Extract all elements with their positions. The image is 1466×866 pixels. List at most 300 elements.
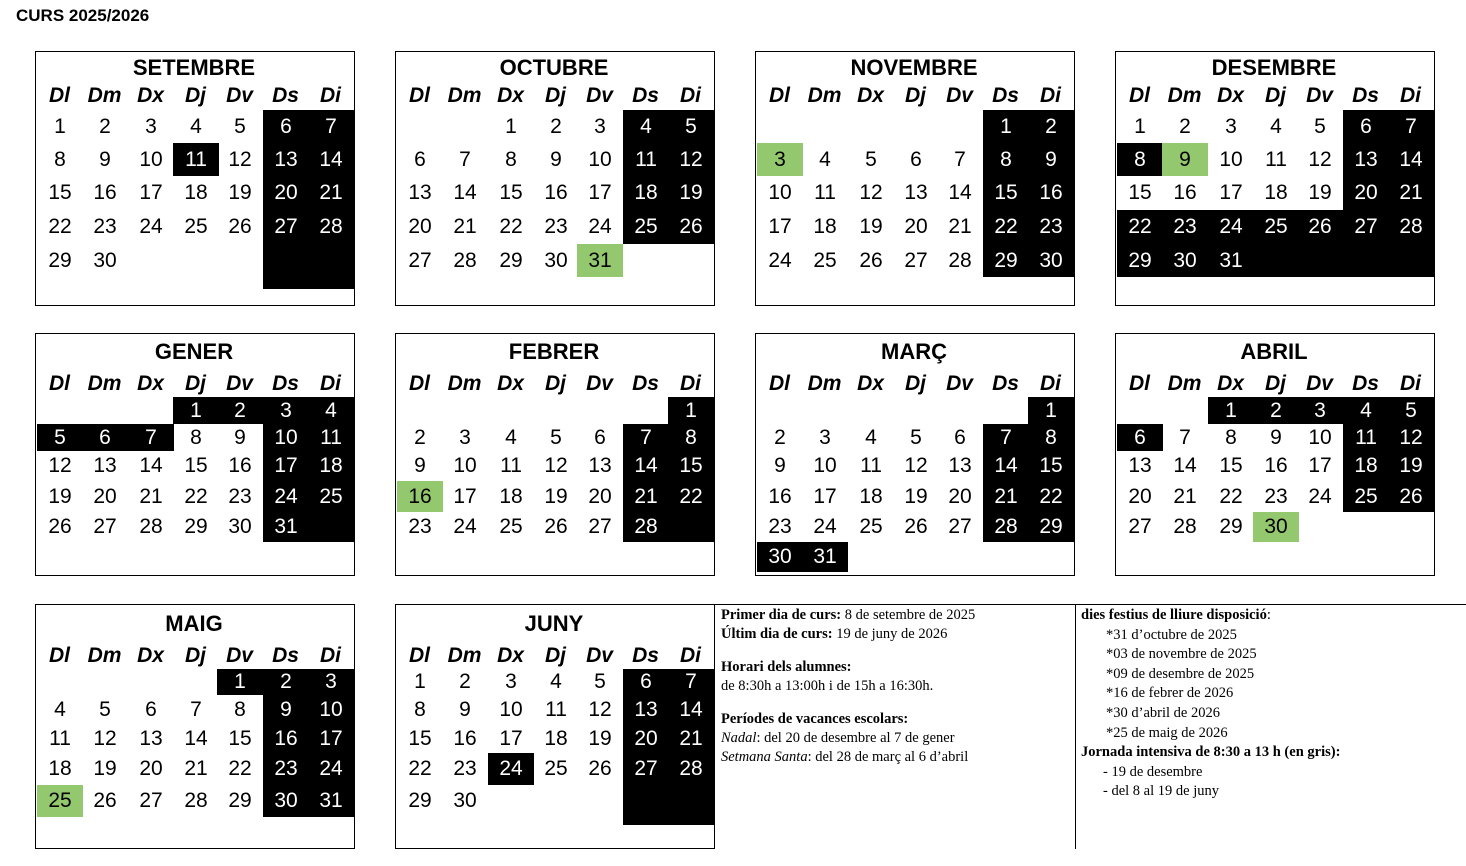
day-cell: 19 [1308,181,1332,204]
day-cell: 18 [184,181,208,204]
day-cell: 8 [1225,426,1237,449]
day-header: Ds [1352,372,1379,395]
day-cell: 25 [184,215,208,238]
day-header: Dl [409,644,430,667]
day-cell: 15 [499,181,523,204]
free-day-item: *30 d’abril de 2026 [1106,704,1220,721]
day-cell: 17 [813,485,837,508]
day-cell: 24 [768,249,792,272]
month-name: GENER [154,339,234,364]
day-cell: 5 [910,426,922,449]
christmas-value: : del 20 de desembre al 7 de gener [756,730,955,746]
day-cell: 18 [308,451,354,481]
day-cell: 21 [983,481,1029,512]
day-cell: 5 [99,698,111,721]
day-cell: 10 [1308,426,1332,449]
day-header: Dm [1167,372,1202,395]
day-cell: 7 [623,424,669,451]
day-cell: 21 [668,725,714,753]
day-cell: 27 [904,249,928,272]
day-cell: 7 [1388,110,1434,143]
day-cell: 14 [983,451,1029,481]
day-cell: 17 [139,181,163,204]
day-cell: 15 [228,727,252,750]
day-cell: 30 [453,789,477,812]
day-cell: 12 [1308,148,1332,171]
day-header: Dm [87,644,122,667]
day-cell: 19 [904,485,928,508]
day-cell: 9 [1162,143,1208,176]
day-cell: 2 [1253,397,1299,424]
day-cell: 25 [859,515,883,538]
day-cell: 19 [93,757,117,780]
day-cell: 4 [505,426,517,449]
day-header: Dl [409,372,430,395]
day-cell: 26 [48,515,72,538]
day-header: Ds [1352,84,1379,107]
day-cell: 27 [139,789,163,812]
day-cell: 29 [1117,244,1163,277]
day-cell: 7 [308,110,354,143]
day-cell: 24 [813,515,837,538]
day-cell: 6 [910,148,922,171]
weekend-blank [1253,244,1299,277]
day-cell: 13 [588,454,612,477]
day-cell: 5 [594,670,606,693]
day-header: Dx [137,644,164,667]
day-cell: 9 [550,148,562,171]
day-cell: 10 [139,148,163,171]
day-cell: 19 [1388,451,1434,481]
day-cell: 27 [263,210,309,244]
month-name: MARÇ [881,339,947,364]
day-cell: 18 [499,485,523,508]
day-cell: 11 [308,424,354,451]
day-header: Di [320,84,341,107]
day-cell: 27 [948,515,972,538]
day-cell: 22 [1028,481,1074,512]
day-cell: 17 [768,215,792,238]
day-cell: 12 [588,698,612,721]
day-cell: 8 [234,698,246,721]
day-cell: 27 [588,515,612,538]
day-cell: 28 [623,512,669,542]
day-cell: 14 [453,181,477,204]
month-name: DESEMBRE [1211,55,1337,80]
day-cell: 16 [544,181,568,204]
day-header: Di [680,644,701,667]
day-header: Dx [857,84,884,107]
day-cell: 17 [453,485,477,508]
day-cell: 9 [234,426,246,449]
day-cell: 22 [1219,485,1243,508]
weekend-blank [263,244,309,289]
day-cell: 5 [234,115,246,138]
weekend-blank [668,512,714,542]
day-cell: 25 [1343,481,1389,512]
day-cell: 11 [814,181,836,204]
day-header: Dm [447,84,482,107]
day-cell: 9 [1270,426,1282,449]
free-day-item: *25 de maig de 2026 [1106,724,1228,741]
day-cell: 23 [93,215,117,238]
day-header: Dm [87,372,122,395]
day-cell: 12 [48,454,72,477]
day-cell: 17 [1219,181,1243,204]
day-cell: 8 [1117,143,1163,176]
day-cell: 3 [459,426,471,449]
day-cell: 10 [263,424,309,451]
day-cell: 10 [499,698,523,721]
christmas-label: Nadal [721,730,757,746]
day-cell: 5 [1388,397,1434,424]
day-cell: 1 [668,397,714,424]
day-cell: 8 [1028,424,1074,451]
day-cell: 18 [1343,451,1389,481]
day-cell: 9 [1028,143,1074,176]
day-cell: 18 [1264,181,1288,204]
day-cell: 28 [1388,210,1434,244]
day-cell: 15 [668,451,714,481]
day-cell: 4 [550,670,562,693]
day-cell: 12 [544,454,568,477]
day-cell: 13 [904,181,928,204]
day-cell: 4 [1270,115,1282,138]
weekend-blank [623,785,669,825]
day-cell: 10 [813,454,837,477]
day-cell: 29 [983,244,1029,277]
day-cell: 22 [983,210,1029,244]
day-cell: 30 [93,249,117,272]
day-cell: 28 [453,249,477,272]
day-cell: 26 [1297,210,1343,244]
day-cell: 20 [263,176,309,210]
day-cell: 19 [48,485,72,508]
day-cell: 23 [768,515,792,538]
day-header: Dv [1306,84,1333,107]
day-cell: 27 [1343,210,1389,244]
day-cell: 8 [54,148,66,171]
day-cell: 5 [37,424,83,451]
day-header: Dx [1217,84,1244,107]
day-header: Dm [447,644,482,667]
day-header: Ds [632,644,659,667]
day-cell: 6 [145,698,157,721]
day-cell: 23 [1264,485,1288,508]
day-cell: 29 [1028,512,1074,542]
free-day-item: *16 de febrer de 2026 [1106,685,1234,702]
day-header: Di [1040,84,1061,107]
weekend-blank [1297,244,1343,277]
day-cell: 21 [453,215,477,238]
day-cell: 22 [48,215,72,238]
day-cell: 24 [263,481,309,512]
day-cell: 24 [488,753,534,785]
day-cell: 24 [588,215,612,238]
day-cell: 23 [453,757,477,780]
day-cell: 16 [1028,176,1074,210]
weekend-blank [308,244,354,289]
free-day-item: *03 de novembre de 2025 [1106,646,1257,663]
day-header: Dx [137,84,164,107]
day-header: Dm [447,372,482,395]
day-cell: 13 [948,454,972,477]
day-cell: 1 [1134,115,1146,138]
day-cell: 2 [774,426,786,449]
day-header: Di [680,372,701,395]
day-cell: 13 [139,727,163,750]
day-cell: 7 [954,148,966,171]
day-cell: 30 [544,249,568,272]
day-cell: 31 [1208,244,1254,277]
day-cell: 16 [768,485,792,508]
day-cell: 8 [668,424,714,451]
day-cell: 20 [93,485,117,508]
day-cell: 23 [408,515,432,538]
day-cell: 8 [983,143,1029,176]
day-cell: 22 [228,757,252,780]
day-cell: 12 [1388,424,1434,451]
free-day-item: *09 de desembre de 2025 [1106,665,1255,682]
day-cell: 20 [1128,485,1152,508]
day-cell: 23 [228,485,252,508]
day-cell: 15 [1219,454,1243,477]
day-cell: 11 [500,454,522,477]
day-cell: 4 [819,148,831,171]
day-header: Di [1400,84,1421,107]
day-header: Dl [49,644,70,667]
day-cell: 18 [813,215,837,238]
day-header: Dj [1265,84,1286,107]
day-cell: 4 [54,698,66,721]
day-cell: 4 [190,115,202,138]
day-cell: 8 [414,698,426,721]
day-cell: 14 [1173,454,1197,477]
course-info [721,606,1071,767]
day-cell: 3 [1225,115,1237,138]
day-cell: 17 [588,181,612,204]
month-name: JUNY [524,611,584,636]
day-cell: 8 [190,426,202,449]
day-cell: 2 [1028,110,1074,143]
day-cell: 4 [623,110,669,143]
day-cell: 23 [1028,210,1074,244]
weekend-blank [1343,244,1389,277]
day-cell: 26 [544,515,568,538]
day-cell: 16 [1264,454,1288,477]
day-cell: 16 [93,181,117,204]
day-cell: 30 [228,515,252,538]
easter-label: Setmana Santa [721,749,808,765]
first-day-value: 8 de setembre de 2025 [841,607,976,623]
day-cell: 24 [308,753,354,785]
day-cell: 3 [145,115,157,138]
day-cell: 7 [983,424,1029,451]
weekend-blank [668,785,714,825]
day-cell: 2 [414,426,426,449]
day-header: Ds [632,372,659,395]
day-cell: 11 [173,143,219,176]
day-cell: 12 [668,143,714,176]
day-header: Dv [946,84,973,107]
day-cell: 17 [308,725,354,753]
day-header: Ds [272,644,299,667]
day-cell: 16 [453,727,477,750]
day-header: Dj [545,372,566,395]
day-cell: 19 [588,727,612,750]
day-cell: 9 [263,695,309,725]
day-cell: 2 [550,115,562,138]
day-header: Ds [992,372,1019,395]
day-header: Dj [545,84,566,107]
day-header: Ds [272,372,299,395]
day-cell: 30 [1028,244,1074,277]
day-cell: 26 [228,215,252,238]
day-cell: 26 [93,789,117,812]
day-cell: 2 [217,397,263,424]
month-name: NOVEMBRE [850,55,978,80]
day-header: Dm [1167,84,1202,107]
day-header: Dx [497,372,524,395]
day-cell: 7 [1179,426,1191,449]
day-cell: 17 [263,451,309,481]
day-header: Dx [1217,372,1244,395]
day-cell: 14 [623,451,669,481]
day-cell: 25 [308,481,354,512]
day-cell: 28 [1173,515,1197,538]
day-cell: 2 [1179,115,1191,138]
day-cell: 27 [93,515,117,538]
day-header: Ds [992,84,1019,107]
day-header: Di [320,644,341,667]
schedule-label: Horari dels alumnes: [721,659,852,675]
day-cell: 4 [865,426,877,449]
day-cell: 9 [99,148,111,171]
day-header: Dj [185,372,206,395]
day-cell: 20 [408,215,432,238]
day-cell: 15 [48,181,72,204]
day-cell: 20 [904,215,928,238]
day-header: Di [1040,372,1061,395]
day-cell: 1 [983,110,1029,143]
day-cell: 28 [948,249,972,272]
day-cell: 21 [1173,485,1197,508]
day-header: Dj [185,644,206,667]
day-cell: 21 [308,176,354,210]
day-cell: 11 [1265,148,1287,171]
day-header: Dj [545,644,566,667]
day-cell: 28 [308,210,354,244]
month-name: OCTUBRE [499,55,609,80]
day-cell: 12 [859,181,883,204]
day-cell: 16 [397,481,443,512]
day-cell: 10 [768,181,792,204]
day-cell: 25 [813,249,837,272]
day-cell: 16 [263,725,309,753]
day-cell: 13 [263,143,309,176]
day-header: Dv [586,644,613,667]
easter-value: : del 28 de març al 6 d’abril [807,749,969,765]
day-header: Dm [807,372,842,395]
day-cell: 4 [1343,397,1389,424]
day-cell: 15 [1028,451,1074,481]
day-cell: 22 [408,757,432,780]
month-name: ABRIL [1240,339,1308,364]
day-cell: 6 [594,426,606,449]
day-cell: 28 [139,515,163,538]
weekend-blank [308,512,354,542]
day-cell: 5 [668,110,714,143]
day-cell: 12 [904,454,928,477]
day-cell: 22 [1117,210,1163,244]
month-name: SETEMBRE [132,55,256,80]
day-header: Dl [1129,84,1150,107]
day-cell: 27 [623,753,669,785]
day-cell: 31 [308,785,354,817]
day-cell: 8 [505,148,517,171]
day-cell: 17 [1308,454,1332,477]
day-header: Dv [586,84,613,107]
day-cell: 19 [859,215,883,238]
day-cell: 5 [1314,115,1326,138]
day-cell: 3 [505,670,517,693]
month-name: FEBRER [508,339,600,364]
day-cell: 14 [308,143,354,176]
day-header: Dl [1129,372,1150,395]
day-cell: 1 [414,670,426,693]
day-cell: 12 [93,727,117,750]
day-cell: 17 [499,727,523,750]
day-cell: 7 [128,424,174,451]
day-cell: 9 [774,454,786,477]
day-cell: 30 [1162,244,1208,277]
first-day-label: Primer dia de curs: [721,607,842,623]
day-header: Dv [1306,372,1333,395]
day-cell: 25 [499,515,523,538]
day-cell: 26 [588,757,612,780]
day-cell: 23 [544,215,568,238]
day-cell: 30 [757,542,803,572]
day-cell: 31 [577,244,623,277]
day-cell: 25 [623,210,669,244]
day-cell: 14 [668,695,714,725]
day-header: Dm [87,84,122,107]
day-cell: 3 [1297,397,1343,424]
day-cell: 14 [948,181,972,204]
day-cell: 19 [544,485,568,508]
day-cell: 6 [623,669,669,695]
day-cell: 1 [54,115,66,138]
day-header: Di [680,84,701,107]
day-cell: 24 [139,215,163,238]
day-cell: 12 [228,148,252,171]
free-days-list [1081,626,1461,744]
day-cell: 22 [668,481,714,512]
day-cell: 22 [499,215,523,238]
day-cell: 5 [550,426,562,449]
day-cell: 7 [190,698,202,721]
day-cell: 6 [954,426,966,449]
last-day-value: 19 de juny de 2026 [832,626,948,642]
day-cell: 16 [228,454,252,477]
day-cell: 18 [859,485,883,508]
day-cell: 19 [228,181,252,204]
day-header: Dl [769,84,790,107]
day-header: Dx [497,644,524,667]
day-cell: 5 [865,148,877,171]
day-header: Ds [272,84,299,107]
day-cell: 10 [453,454,477,477]
